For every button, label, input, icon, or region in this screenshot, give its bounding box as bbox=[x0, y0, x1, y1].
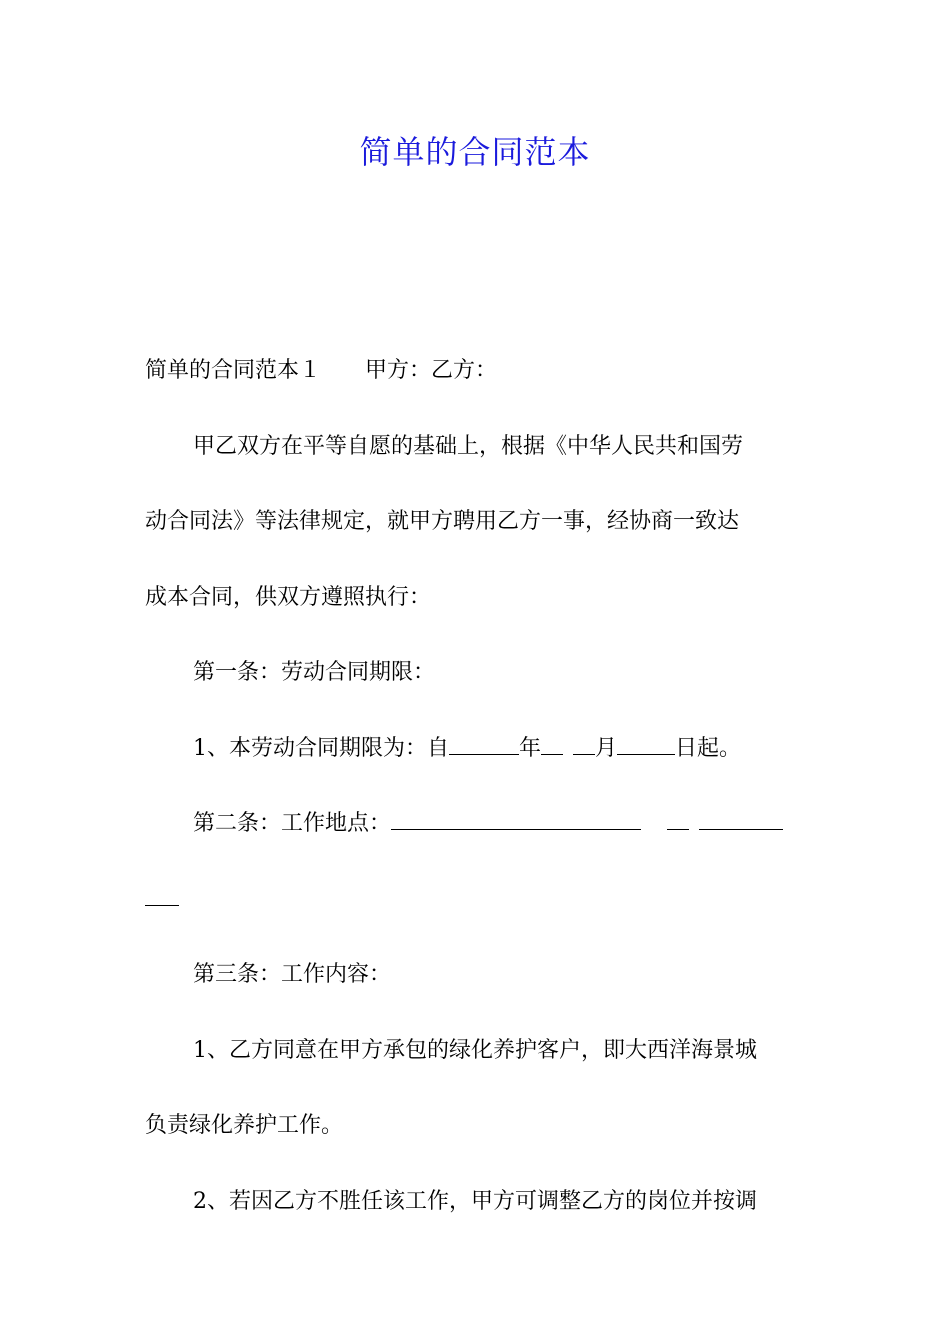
article-heading bbox=[145, 786, 807, 862]
paragraph-line bbox=[145, 333, 807, 409]
workplace-blank-a bbox=[391, 811, 641, 830]
workplace-blank-c bbox=[699, 811, 783, 830]
year-blank bbox=[449, 736, 519, 755]
month-blank-b bbox=[573, 736, 595, 755]
day-blank bbox=[617, 736, 675, 755]
party-labels: 甲方：乙方： bbox=[365, 358, 498, 383]
article-heading: 第一条：劳动合同期限： bbox=[193, 660, 436, 685]
day-label: 日起。 bbox=[675, 735, 742, 761]
month-label: 月 bbox=[595, 735, 618, 761]
paragraph-line: 动合同法》等法律规定，就甲方聘用乙方一事，经协商一致达 bbox=[145, 509, 740, 534]
paragraph-line bbox=[145, 862, 807, 938]
workplace-blank-b bbox=[667, 811, 689, 830]
paragraph-line: 甲乙双方在平等自愿的基础上，根据《中华人民共和国劳 bbox=[193, 433, 744, 459]
year-label: 年 bbox=[519, 735, 542, 761]
paragraph-line: 成本合同，供双方遵照执行： bbox=[145, 584, 432, 610]
month-blank-a bbox=[541, 736, 563, 755]
contract-heading: 简单的合同范本１ bbox=[145, 358, 322, 383]
article-heading: 第三条：工作内容： bbox=[193, 962, 392, 987]
workplace-blank-d bbox=[145, 887, 179, 906]
term-text: 1、本劳动合同期限为：自 bbox=[193, 735, 449, 761]
paragraph-line: 2、若因乙方不胜任该工作，甲方可调整乙方的岗位并按调 bbox=[193, 1188, 757, 1214]
document-title: 简单的合同范本 bbox=[359, 133, 591, 171]
paragraph-line bbox=[145, 711, 807, 787]
workplace-label: 第二条：工作地点： bbox=[193, 811, 392, 836]
paragraph-line: 1、乙方同意在甲方承包的绿化养护客户，即大西洋海景城 bbox=[193, 1037, 757, 1063]
document-body bbox=[145, 333, 807, 1239]
paragraph-line: 负责绿化养护工作。 bbox=[145, 1113, 344, 1138]
